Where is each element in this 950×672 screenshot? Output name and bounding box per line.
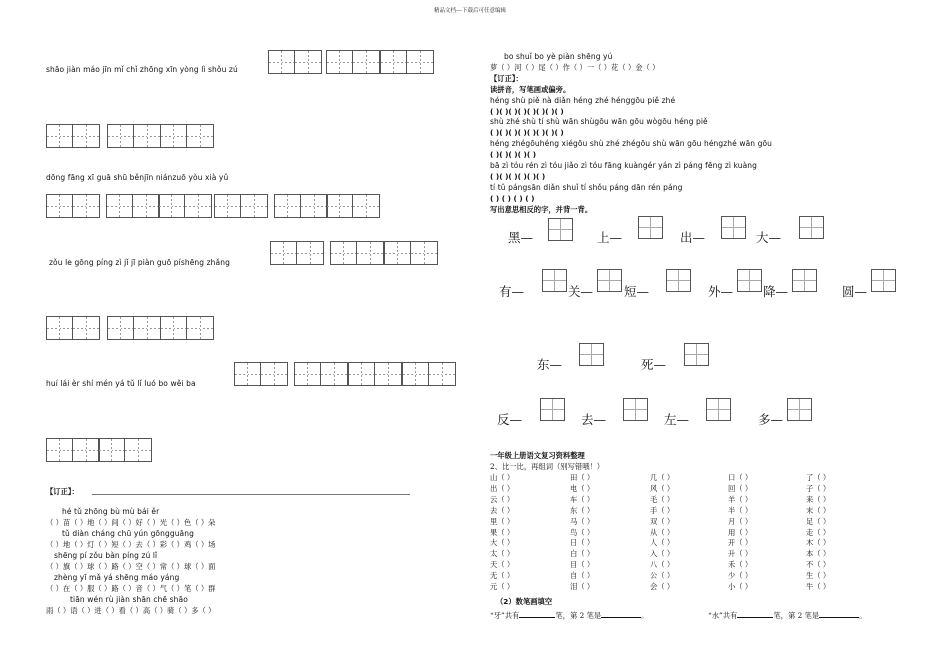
section-title-strokes: 读拼音，写笔画或偏旁。 xyxy=(490,85,571,94)
compare-cell[interactable]: 大（ ） xyxy=(490,538,515,548)
writing-grid[interactable] xyxy=(46,316,100,340)
antonym-box[interactable] xyxy=(706,398,731,421)
stroke-pinyin-4: bā zì tóu rén zì tóu jiǎo zì tóu fāng kuàngér yán zì páng fēng zì kuàng xyxy=(490,161,758,170)
compare-title: 2、比一比，再组词（别写错哦！） xyxy=(490,462,605,471)
stroke-q1-count-blank[interactable] xyxy=(519,609,555,618)
compare-cell[interactable]: 从（ ） xyxy=(650,527,675,537)
compare-cell[interactable]: 牛（ ） xyxy=(806,582,831,591)
compare-cell[interactable]: 泪（ ） xyxy=(570,582,595,591)
compare-cell[interactable]: 会（ ） xyxy=(650,582,675,591)
compare-cell[interactable]: 木（ ） xyxy=(806,538,831,548)
section-title-antonyms: 写出意思相反的字，并背一背。 xyxy=(490,205,593,214)
compare-cell[interactable]: 八（ ） xyxy=(650,560,675,570)
stroke-blanks-5[interactable]: ( ) ( ) ( ) ( ) xyxy=(490,194,535,203)
writing-grid[interactable] xyxy=(98,438,152,462)
compare-cell[interactable]: 天（ ） xyxy=(490,560,515,570)
compare-cell[interactable]: 人（ ） xyxy=(650,538,675,548)
corr-pinyin-3: shēng pí zǒu bàn píng zú lǐ xyxy=(54,551,158,560)
corr-text-4[interactable]: （ ）在（ ）服（ ）路（ ）音（ ）气（ ）笔（ ）群 xyxy=(46,584,216,593)
compare-cell[interactable]: 羊（ ） xyxy=(728,494,753,504)
writing-grid[interactable] xyxy=(107,124,161,148)
stroke-q1-period: 。 xyxy=(641,611,649,620)
antonym-qu: 去— xyxy=(581,412,607,427)
review-title: 一年级上册语文复习资料整理 xyxy=(490,451,585,460)
writing-grid[interactable] xyxy=(107,316,161,340)
antonym-box[interactable] xyxy=(540,398,565,421)
stroke-question-1 xyxy=(490,609,648,621)
correction-line[interactable] xyxy=(92,494,410,495)
compare-cell[interactable]: 车（ ） xyxy=(570,494,595,504)
writing-grid[interactable] xyxy=(214,194,268,218)
antonym-box[interactable] xyxy=(548,218,573,241)
compare-cell[interactable]: 用（ ） xyxy=(728,527,753,537)
antonym-dong: 东— xyxy=(537,357,563,372)
compare-cell[interactable]: 几（ ） xyxy=(650,473,675,482)
writing-grid[interactable] xyxy=(46,124,100,148)
writing-grid[interactable] xyxy=(384,241,438,265)
antonym-hei: 黑— xyxy=(508,230,534,245)
compare-cell[interactable]: 足（ ） xyxy=(806,516,831,526)
compare-cell[interactable]: 了（ ） xyxy=(806,473,831,482)
stroke-blanks-4[interactable]: ( )( )( )( )( )( ) xyxy=(490,172,546,181)
compare-cell[interactable]: 公（ ） xyxy=(650,571,675,581)
stroke-q1-text-b: 笔，第 2 笔是 xyxy=(555,611,602,620)
stroke-q2-text-b: 笔，第 2 笔是 xyxy=(773,611,820,620)
compare-cell[interactable]: 自（ ） xyxy=(570,571,595,581)
compare-cell[interactable]: 电（ ） xyxy=(570,483,595,493)
compare-cell[interactable]: 日（ ） xyxy=(570,538,595,548)
stroke-question-2 xyxy=(708,609,866,621)
compare-cell[interactable]: 来（ ） xyxy=(806,494,831,504)
compare-cell[interactable]: 白（ ） xyxy=(570,549,595,559)
corr-text-2[interactable]: （ ）地（ ）灯（ ）短（ ）去（ ）彩（ ）鸡（ ）场 xyxy=(46,540,216,549)
antonym-box[interactable] xyxy=(666,269,691,292)
antonym-box[interactable] xyxy=(579,343,604,366)
stroke-q1-stroke-blank[interactable] xyxy=(601,609,641,618)
antonym-zuo: 左— xyxy=(664,412,690,427)
compare-cell[interactable]: 田（ ） xyxy=(570,473,595,482)
top-pinyin: bo shuǐ bo yè piàn shēng yú xyxy=(504,52,613,61)
stroke-count-title: （2）数笔画填空 xyxy=(496,597,553,606)
antonym-shang: 上— xyxy=(597,230,623,245)
antonym-duo: 多— xyxy=(758,412,784,427)
writing-grid[interactable] xyxy=(326,50,380,74)
compare-cell[interactable]: 本（ ） xyxy=(806,549,831,559)
compare-cell[interactable]: 东（ ） xyxy=(570,505,595,515)
antonym-jiang: 降— xyxy=(763,284,789,299)
stroke-q2-period: 。 xyxy=(859,611,867,620)
antonym-da: 大— xyxy=(756,230,782,245)
stroke-pinyin-5: tí tǔ pángsān diǎn shuǐ tí shǒu páng dān rén páng xyxy=(490,183,683,192)
compare-cell[interactable]: 双（ ） xyxy=(650,516,675,526)
stroke-q2-text-a: “水”共有 xyxy=(708,611,738,620)
compare-cell[interactable]: 子（ ） xyxy=(806,483,831,493)
antonym-box[interactable] xyxy=(684,343,709,366)
compare-cell[interactable]: 小（ ） xyxy=(728,582,753,591)
compare-cell[interactable]: 去（ ） xyxy=(490,505,515,515)
writing-grid[interactable] xyxy=(402,362,456,386)
compare-cell[interactable]: 开（ ） xyxy=(728,538,753,548)
compare-cell[interactable]: 禾（ ） xyxy=(728,560,753,570)
compare-cell[interactable]: 走（ ） xyxy=(806,527,831,537)
writing-grid[interactable] xyxy=(46,194,100,218)
compare-cell[interactable]: 入（ ） xyxy=(650,549,675,559)
stroke-q1-text-a: “牙”共有 xyxy=(490,611,520,620)
compare-cell[interactable]: 元（ ） xyxy=(490,582,515,591)
antonym-box[interactable] xyxy=(597,269,622,292)
stroke-q2-stroke-blank[interactable] xyxy=(819,609,859,618)
compare-cell[interactable]: 毛（ ） xyxy=(650,494,675,504)
writing-grid[interactable] xyxy=(234,362,288,386)
antonym-si: 死— xyxy=(641,357,667,372)
writing-grid[interactable] xyxy=(294,362,348,386)
writing-grid[interactable] xyxy=(268,50,322,74)
stroke-blanks-2[interactable]: ( )( )( )( )( )( )( )( ) xyxy=(490,128,564,137)
correction-label: 【订正】： xyxy=(46,487,79,496)
antonym-yuan: 圆— xyxy=(842,284,868,299)
antonym-box[interactable] xyxy=(721,216,746,239)
stroke-pinyin-3: héng zhégōuhéng xiégōu shù zhé zhégōu shù wān gōu héngzhé wān gōu xyxy=(490,139,773,148)
compare-cell[interactable]: 出（ ） xyxy=(490,483,515,493)
antonym-box[interactable] xyxy=(799,216,824,239)
antonym-box[interactable] xyxy=(737,269,762,292)
compare-cell[interactable]: 鸟（ ） xyxy=(570,527,595,537)
corr-text-5[interactable]: 雨（ ）语（ ）进（ ）看（ ）高（ ）骑（ ）多（ ） xyxy=(46,606,216,615)
writing-grid[interactable] xyxy=(160,316,214,340)
corr-pinyin-2: tǔ diàn cháng chū yún gōngguāng xyxy=(62,529,194,538)
writing-grid[interactable] xyxy=(326,194,380,218)
compare-cell[interactable]: 口（ ） xyxy=(728,473,753,482)
compare-cell[interactable]: 生（ ） xyxy=(806,571,831,581)
corr-text-1[interactable]: （ ）苗（ ）地（ ）间（ ）好（ ）光（ ）色（ ）朵 xyxy=(46,518,216,527)
compare-cell[interactable]: 无（ ） xyxy=(490,571,515,581)
pinyin-row-2: dōng fāng xī guā shū běnjīn niánzuō yòu xià yǔ xyxy=(46,173,229,182)
stroke-q2-count-blank[interactable] xyxy=(737,609,773,618)
writing-grid[interactable] xyxy=(274,194,328,218)
compare-cell[interactable]: 手（ ） xyxy=(650,505,675,515)
corr-pinyin-5: tiān wén rù jiàn shān chē shāo xyxy=(70,595,188,604)
compare-cell[interactable]: 云（ ） xyxy=(490,494,515,504)
writing-grid[interactable] xyxy=(160,124,214,148)
compare-cell[interactable]: 马（ ） xyxy=(570,516,595,526)
writing-grid[interactable] xyxy=(158,194,212,218)
compare-cell[interactable]: 月（ ） xyxy=(728,516,753,526)
compare-cell[interactable]: 少（ ） xyxy=(728,571,753,581)
compare-cell[interactable]: 半（ ） xyxy=(728,505,753,515)
corr-pinyin-4: zhèng yī mǎ yá shēng máo yáng xyxy=(54,573,180,582)
writing-grid[interactable] xyxy=(46,438,100,462)
compare-cell[interactable]: 太（ ） xyxy=(490,549,515,559)
corr-text-3[interactable]: （ ）旗（ ）球（ ）路（ ）空（ ）常（ ）球（ ）面 xyxy=(46,562,216,571)
antonym-box[interactable] xyxy=(542,269,567,292)
compare-cell[interactable]: 回（ ） xyxy=(728,483,753,493)
antonym-guan: 关— xyxy=(568,284,594,299)
pinyin-row-4: huí lái èr shí mén yá tǔ lǐ luó bo wěi ba xyxy=(46,379,196,388)
writing-grid[interactable] xyxy=(106,194,160,218)
correction-label-right: 【订正】： xyxy=(490,74,523,83)
writing-grid[interactable] xyxy=(380,50,434,74)
compare-cell[interactable]: 果（ ） xyxy=(490,527,515,537)
writing-grid[interactable] xyxy=(330,241,384,265)
stroke-pinyin-2: shù zhé shù tí shù wān shùgōu wān gōu wògōu héng piě xyxy=(490,117,708,126)
stroke-blanks-3[interactable]: ( )( )( )( )( ) xyxy=(490,150,537,159)
antonym-chu: 出— xyxy=(680,230,706,245)
compare-cell[interactable]: 目（ ） xyxy=(570,560,595,570)
compare-cell[interactable]: 不（ ） xyxy=(806,560,831,570)
writing-grid[interactable] xyxy=(348,362,402,386)
antonym-fan: 反— xyxy=(497,412,523,427)
compare-cell[interactable]: 风（ ） xyxy=(650,483,675,493)
top-text[interactable]: 萝（ ）河（ ）尾（ ）作（ ）一（ ）花（ ）金（ ） xyxy=(490,63,660,72)
antonym-box[interactable] xyxy=(623,398,648,421)
page-header: 精品文档---下载后可任意编辑 xyxy=(434,8,506,14)
antonym-box[interactable] xyxy=(787,398,812,421)
antonym-wai: 外— xyxy=(708,284,734,299)
antonym-you: 有— xyxy=(499,284,525,299)
compare-cell[interactable]: 山（ ） xyxy=(490,473,515,482)
antonym-box[interactable] xyxy=(871,269,896,292)
antonym-box[interactable] xyxy=(638,216,663,239)
stroke-blanks-1[interactable]: ( )( )( )( )( )( )( )( ) xyxy=(490,107,564,116)
antonym-duan: 短— xyxy=(624,284,650,299)
pinyin-row-1: shāo jiàn máo jīn mǐ chǐ zhōng xīn yòng lì shǒu zú xyxy=(46,65,238,74)
antonym-box[interactable] xyxy=(792,269,817,292)
corr-pinyin-1: hé tǔ zhōng bù mù bái ěr xyxy=(62,507,160,516)
writing-grid[interactable] xyxy=(270,241,324,265)
pinyin-row-3: zǒu le gōng píng zì jǐ jī piàn guō píshēng zhǎng xyxy=(49,258,230,267)
compare-cell[interactable]: 末（ ） xyxy=(806,505,831,515)
compare-cell[interactable]: 里（ ） xyxy=(490,516,515,526)
stroke-pinyin-1: héng shù piě nà diǎn héng zhé hénggōu piě zhé xyxy=(490,96,676,105)
compare-cell[interactable]: 升（ ） xyxy=(728,549,753,559)
